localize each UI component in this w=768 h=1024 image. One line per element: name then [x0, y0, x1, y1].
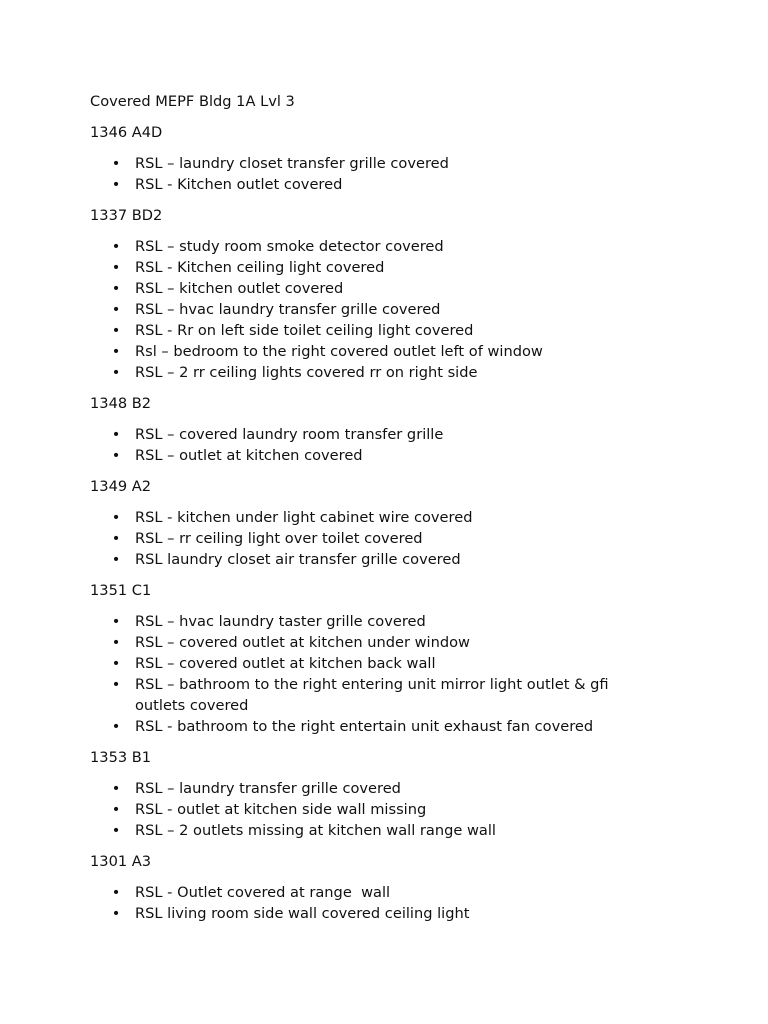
- bullet-icon: •: [111, 551, 121, 568]
- list-item: [90, 882, 650, 903]
- item-text: RSL – 2 outlets missing at kitchen wall range wall: [135, 822, 496, 839]
- list-item: [90, 820, 650, 841]
- list-item: [90, 362, 650, 383]
- list-item: [90, 653, 650, 674]
- item-list: [90, 153, 650, 195]
- item-text: RSL – laundry closet transfer grille covered: [135, 155, 449, 172]
- section-1346: [90, 122, 650, 195]
- document-page: [90, 91, 650, 934]
- list-item: [90, 341, 650, 362]
- bullet-icon: •: [111, 259, 121, 276]
- bullet-icon: •: [111, 905, 121, 922]
- list-item: [90, 799, 650, 820]
- list-item: [90, 320, 650, 341]
- list-item: [90, 528, 650, 549]
- list-item: [90, 778, 650, 799]
- bullet-icon: •: [111, 280, 121, 297]
- list-item: [90, 257, 650, 278]
- item-text: RSL – rr ceiling light over toilet covered: [135, 530, 423, 547]
- item-text: RSL – laundry transfer grille covered: [135, 780, 401, 797]
- bullet-icon: •: [111, 676, 121, 693]
- list-item: [90, 299, 650, 320]
- bullet-icon: •: [111, 301, 121, 318]
- item-text: RSL - outlet at kitchen side wall missing: [135, 801, 427, 818]
- list-item: [90, 611, 650, 632]
- item-text: RSL – hvac laundry taster grille covered: [135, 613, 426, 630]
- item-text: RSL laundry closet air transfer grille covered: [135, 551, 461, 568]
- bullet-icon: •: [111, 613, 121, 630]
- item-text: RSL - Kitchen outlet covered: [135, 176, 343, 193]
- list-item: [90, 507, 650, 528]
- list-item: [90, 716, 650, 737]
- item-text: RSL – hvac laundry transfer grille covered: [135, 301, 441, 318]
- bullet-icon: •: [111, 447, 121, 464]
- item-list: [90, 882, 650, 924]
- item-list: [90, 236, 650, 383]
- bullet-icon: •: [111, 343, 121, 360]
- item-text: RSL – outlet at kitchen covered: [135, 447, 363, 464]
- bullet-icon: •: [111, 822, 121, 839]
- list-item: [90, 424, 650, 445]
- item-text: RSL - bathroom to the right entertain unit exhaust fan covered: [135, 718, 594, 735]
- bullet-icon: •: [111, 718, 121, 735]
- bullet-icon: •: [111, 155, 121, 172]
- item-list: [90, 507, 650, 570]
- bullet-icon: •: [111, 780, 121, 797]
- item-text: RSL - kitchen under light cabinet wire covered: [135, 509, 473, 526]
- section-1349: [90, 476, 650, 570]
- bullet-icon: •: [111, 801, 121, 818]
- section-1301: [90, 851, 650, 924]
- unit-heading: 1346 A4D: [90, 124, 163, 141]
- bullet-icon: •: [111, 364, 121, 381]
- list-item: [90, 632, 650, 653]
- item-text: RSL – covered outlet at kitchen under window: [135, 634, 470, 651]
- item-text: RSL – covered outlet at kitchen back wall: [135, 655, 436, 672]
- item-text: Rsl – bedroom to the right covered outlet left of window: [135, 343, 543, 360]
- bullet-icon: •: [111, 509, 121, 526]
- list-item: [90, 445, 650, 466]
- item-text: RSL living room side wall covered ceiling light: [135, 905, 470, 922]
- item-text: RSL - Rr on left side toilet ceiling light covered: [135, 322, 474, 339]
- list-item: [90, 278, 650, 299]
- item-text: RSL - Outlet covered at range wall: [135, 884, 391, 901]
- unit-heading: 1337 BD2: [90, 207, 163, 224]
- list-item: [90, 549, 650, 570]
- unit-heading: 1349 A2: [90, 478, 152, 495]
- item-list: [90, 778, 650, 841]
- document-title: Covered MEPF Bldg 1A Lvl 3: [90, 93, 295, 110]
- item-text: RSL – kitchen outlet covered: [135, 280, 344, 297]
- item-list: [90, 424, 650, 466]
- unit-heading: 1353 B1: [90, 749, 152, 766]
- bullet-icon: •: [111, 238, 121, 255]
- bullet-icon: •: [111, 176, 121, 193]
- section-1348: [90, 393, 650, 466]
- list-item: [90, 674, 650, 716]
- list-item: [90, 236, 650, 257]
- bullet-icon: •: [111, 655, 121, 672]
- bullet-icon: •: [111, 322, 121, 339]
- item-text: RSL – bathroom to the right entering unit mirror light outlet & gfi outlets covered: [135, 676, 609, 714]
- bullet-icon: •: [111, 530, 121, 547]
- section-1351: [90, 580, 650, 737]
- unit-heading: 1301 A3: [90, 853, 152, 870]
- list-item: [90, 174, 650, 195]
- unit-heading: 1348 B2: [90, 395, 152, 412]
- bullet-icon: •: [111, 426, 121, 443]
- unit-heading: 1351 C1: [90, 582, 152, 599]
- item-text: RSL – covered laundry room transfer grille: [135, 426, 444, 443]
- list-item: [90, 903, 650, 924]
- bullet-icon: •: [111, 634, 121, 651]
- section-1337: [90, 205, 650, 383]
- item-list: [90, 611, 650, 737]
- bullet-icon: •: [111, 884, 121, 901]
- item-text: RSL - Kitchen ceiling light covered: [135, 259, 385, 276]
- item-text: RSL – study room smoke detector covered: [135, 238, 444, 255]
- list-item: [90, 153, 650, 174]
- item-text: RSL – 2 rr ceiling lights covered rr on right side: [135, 364, 478, 381]
- section-1353: [90, 747, 650, 841]
